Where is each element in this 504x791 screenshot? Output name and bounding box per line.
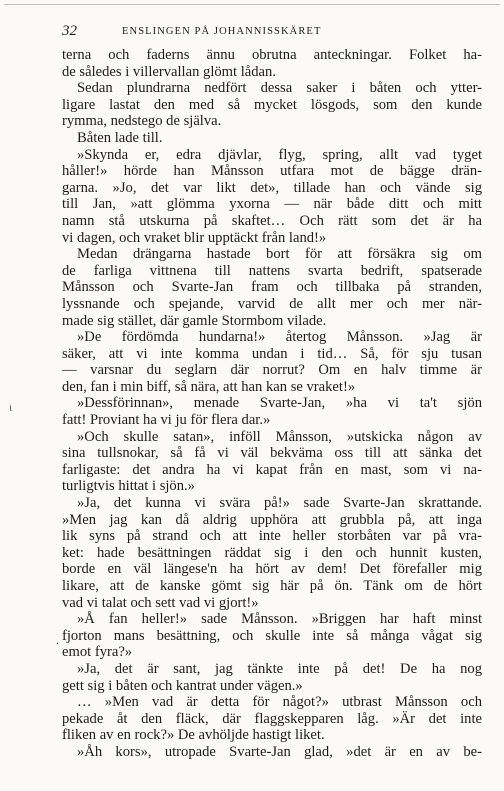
text-line: farligaste: det andra ha vi kapat från en mast, som vi na-: [62, 461, 482, 478]
text-line: den, fan i min biff, så nära, att han kan se vraket!»: [62, 378, 356, 395]
text-line: — varsnar du seglarn där norrut? Om en halv timme är: [62, 362, 482, 379]
page-header: [62, 23, 482, 41]
text-line: ket: hade besättningen räddat sig i den och hunnit kusten,: [62, 544, 482, 561]
text-line: fliken av en rock?» De avhöljde hastigt liket.: [62, 727, 325, 744]
text-line: fjorton mans besättning, och skulle inte så många vågat sig: [62, 627, 482, 644]
text-line: Sedan plundrarna nedfört dessa saker i båten och ytter-: [77, 80, 482, 97]
page-top-edge: [4, 4, 500, 5]
text-line: sina tullsnokar, så få vi väl bekväma oss till att sänka det: [62, 445, 482, 462]
text-line: terna och faderns ännu obrutna anteckningar. Folket ha-: [62, 47, 482, 63]
text-line: »Skynda er, edra djävlar, flyg, spring, allt vad tyget: [77, 146, 482, 163]
text-line: »De fördömda hundarna!» återtog Månsson. »Jag är: [77, 329, 482, 346]
text-line: Månsson och Svarte-Jan fram och tillbaka på stranden,: [62, 279, 482, 296]
text-line: håller!» hörde han Månsson utfara mot de bägge drän-: [62, 163, 482, 180]
text-line: »Ja, det är sant, jag tänkte inte på det! De ha nog: [77, 660, 482, 677]
text-line: rymma, nedstego de själva.: [62, 113, 222, 130]
text-line: »Ja, det kunna vi svära på!» sade Svarte-Jan skrattande.: [77, 495, 482, 512]
text-line: »Men jag kan då aldrig upphöra att grubbla på, att inga: [62, 511, 482, 528]
text-line: »Dessförinnan», menade Svarte-Jan, »ha vi ta't sjön: [77, 395, 482, 412]
text-line: garna. »Jo, det var likt det», tillade han och vände sig: [62, 179, 482, 196]
margin-dot: .: [56, 633, 59, 647]
text-line: »Åh kors», utropade Svarte-Jan glad, »det är en av be-: [77, 743, 482, 760]
text-line: ligare lastat den med så mycket lösgods, som den kunde: [62, 96, 482, 113]
text-line: lik syns på strand och att inte heller storbåten var på vra-: [62, 528, 482, 545]
page-number: 32: [62, 23, 77, 39]
text-line: pekade åt den fläck, där flaggskepparen låg. »Är det inte: [62, 710, 482, 727]
text-line: Båten lade till.: [77, 129, 163, 146]
text-line: borde en väl längese'n ha hört av dem! Det förefaller mig: [62, 561, 482, 578]
text-line: gett sig i båten och kantrat under vägen.»: [62, 677, 303, 694]
text-line: likare, att de kanske gömt sig här på ön. Tänk om de hört: [62, 578, 482, 594]
margin-mark: ι: [9, 400, 13, 414]
text-line: de således i villervallan glömt lådan.: [62, 63, 276, 80]
text-line: lyssnande och spejande, varvid de allt mer och mer när-: [62, 295, 482, 312]
text-line: »Och skulle satan», inföll Månsson, »utskicka någon av: [77, 428, 482, 445]
text-line: made sig stället, där gamle Stormbom vilade.: [62, 312, 327, 329]
running-title: ENSLINGEN PÅ JOHANNISSKÄRET: [122, 26, 322, 37]
text-line: … »Men vad är detta för något?» utbrast Månsson och: [77, 694, 482, 711]
text-line: fatt! Proviant ha vi ju för flera dar.»: [62, 412, 271, 429]
text-line: namn stå utskurna på skaftet… Och rätt som det är ha: [62, 212, 482, 229]
text-line: vad vi talat och sett vad vi gjort!»: [62, 594, 259, 611]
text-line: de farliga vittnena till nattens svarta bedrift, spatserade: [62, 262, 482, 279]
text-line: säker, att vi inte komma undan i tid… Så, för sju tusan: [62, 345, 482, 362]
text-line: »Å fan heller!» sade Månsson. »Briggen har haft minst: [77, 611, 482, 628]
text-line: till Jan, »att glömma yxorna — när både ditt och mitt: [62, 196, 482, 213]
text-line: Medan drängarna hastade bort för att försäkra sig om: [77, 246, 482, 263]
body-text: [62, 47, 482, 761]
text-line: turligtvis hittat i sjön.»: [62, 478, 195, 495]
text-line: emot fyra?»: [62, 644, 133, 661]
text-line: vi dagen, och vraket blir upptäckt från land!»: [62, 229, 327, 246]
